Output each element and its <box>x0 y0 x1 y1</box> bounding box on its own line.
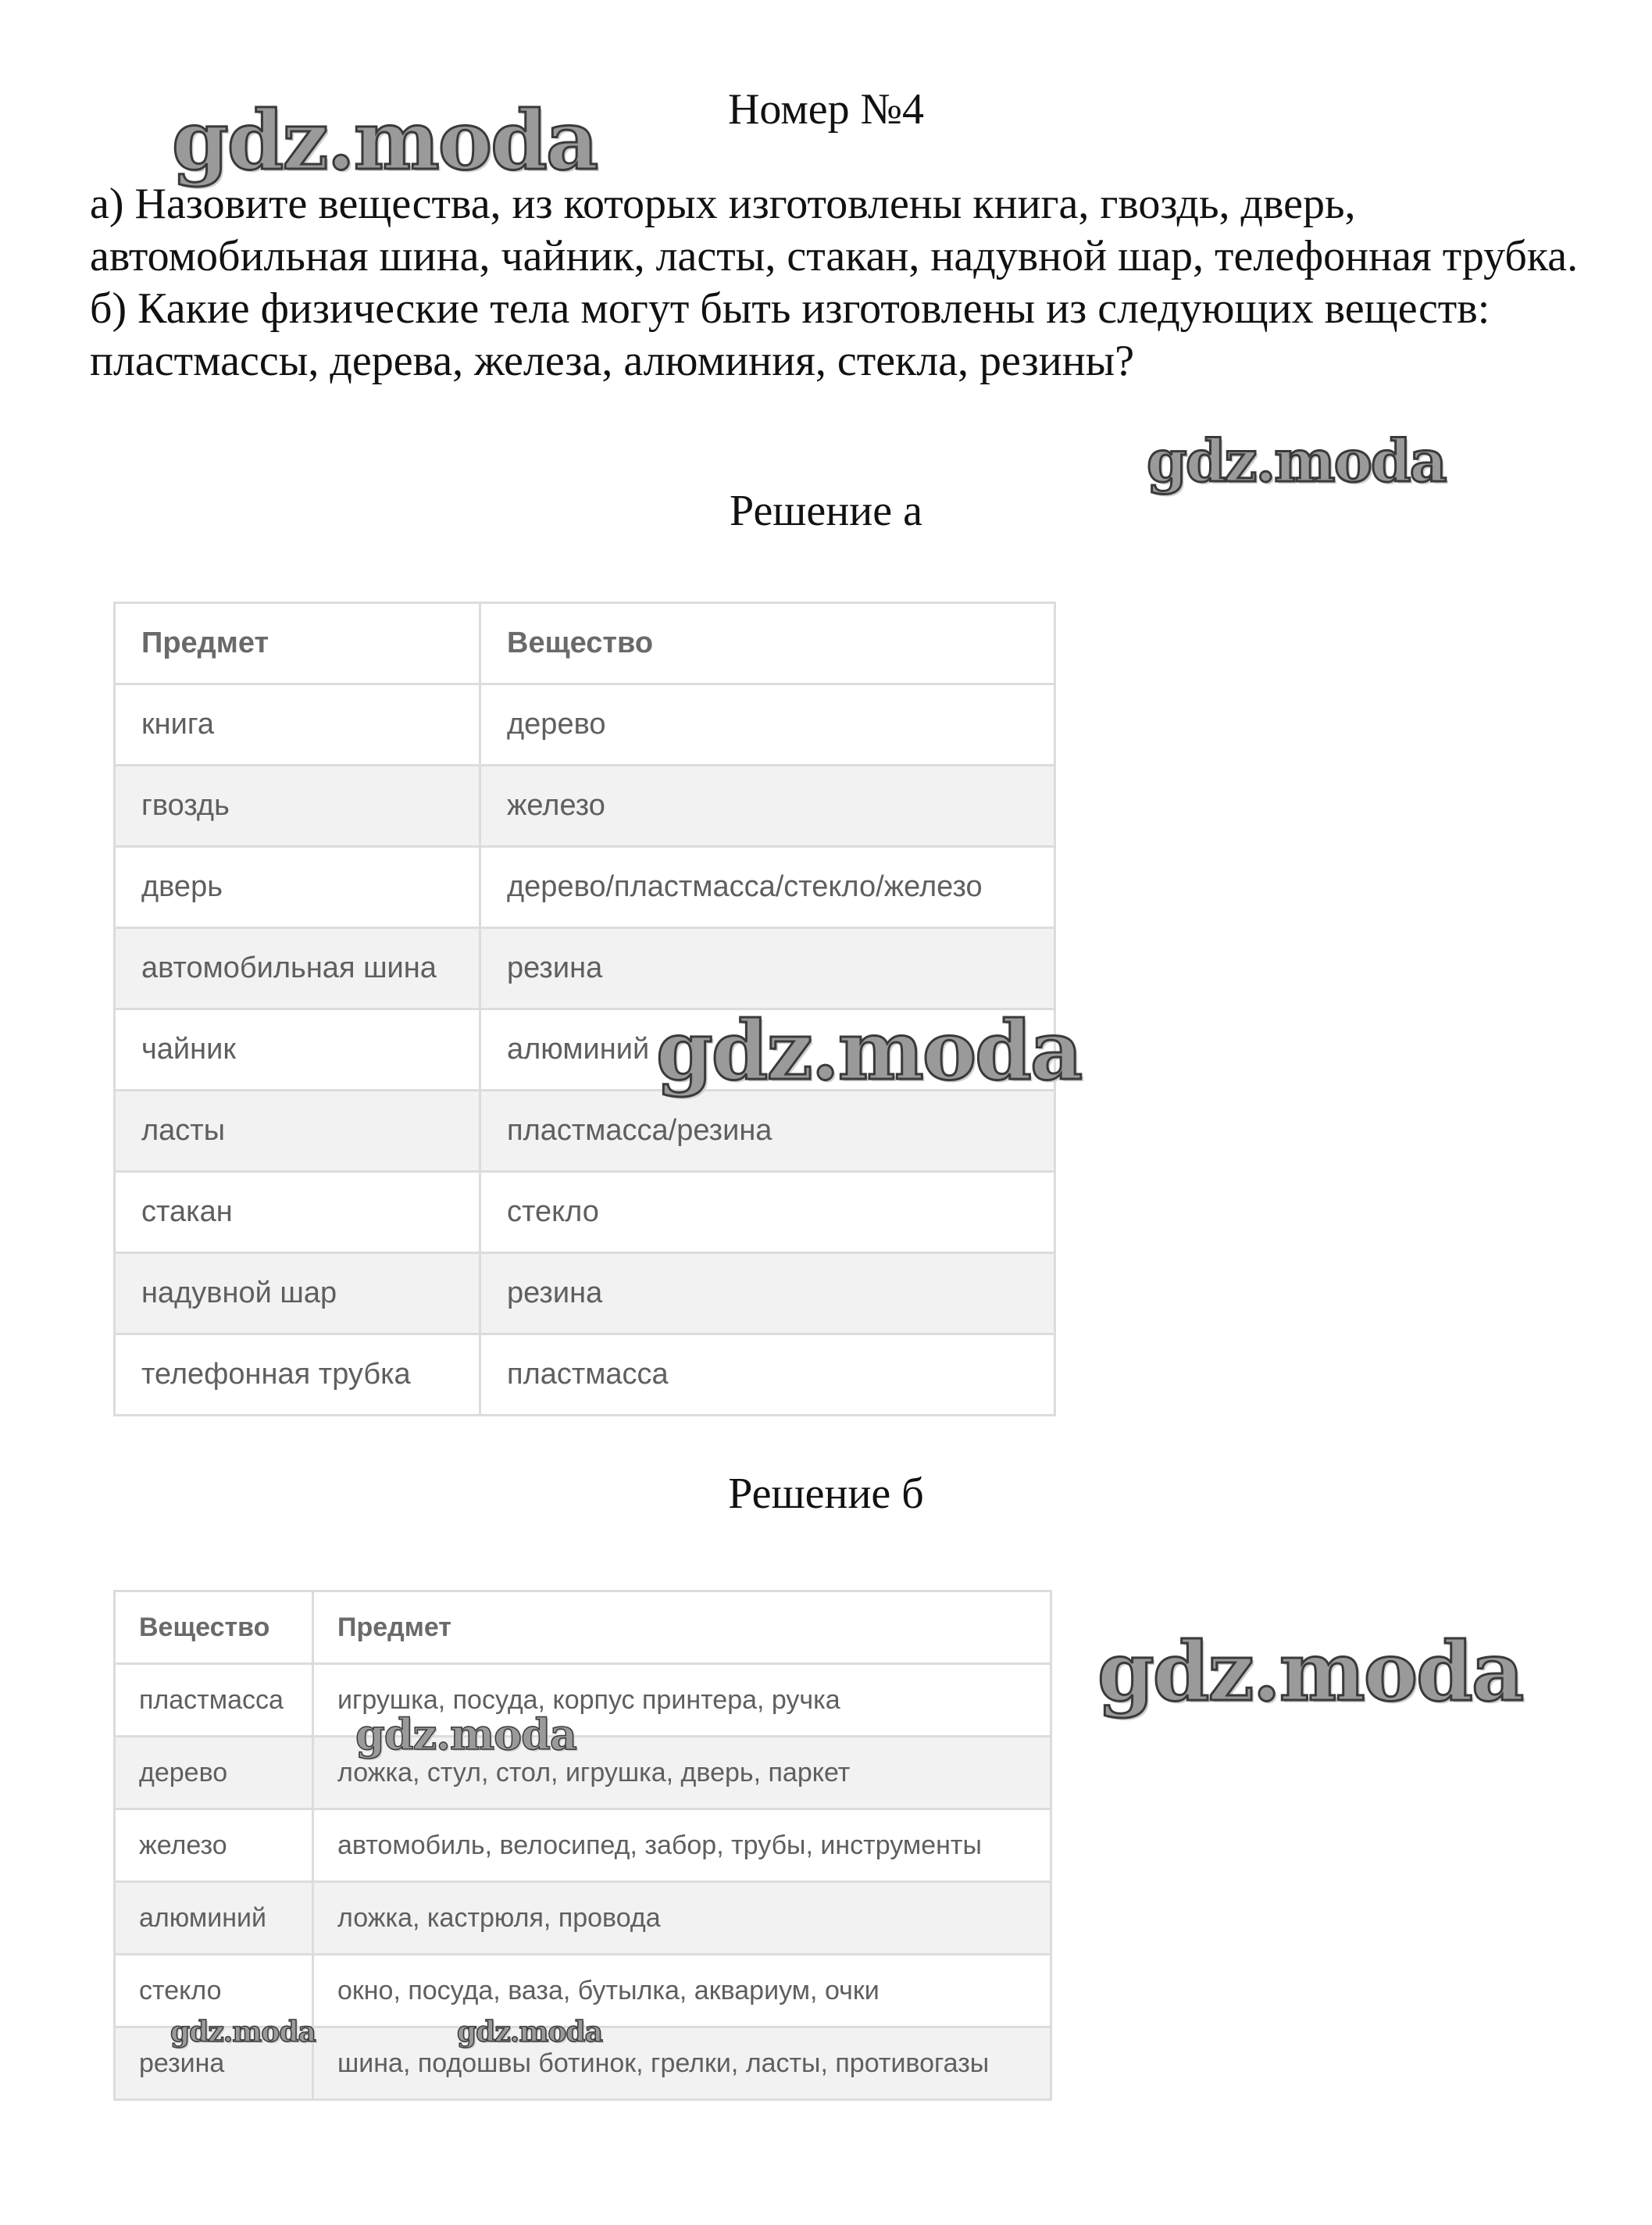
watermark-logo: gdz.moda <box>1147 428 1446 495</box>
watermark-logo: gdz.moda <box>457 2016 602 2048</box>
table-row <box>115 1253 1055 1334</box>
table-cell-second: алюминий <box>480 1009 1055 1091</box>
table-cell-first: Предмет <box>115 603 480 684</box>
table-row <box>115 1664 1051 1737</box>
table-header-row <box>115 603 1055 684</box>
table-cell-second: резина <box>480 928 1055 1009</box>
table-row <box>115 1172 1055 1253</box>
table-row <box>115 1091 1055 1172</box>
table-cell-second: резина <box>480 1253 1055 1334</box>
table-cell-first: книга <box>115 684 480 766</box>
watermark-logo: gdz.moda <box>172 92 598 188</box>
table-cell-first: чайник <box>115 1009 480 1091</box>
table-row <box>115 1737 1051 1809</box>
table-row <box>115 928 1055 1009</box>
table-cell-second: шина, подошвы ботинок, грелки, ласты, противогазы <box>313 2027 1051 2100</box>
task-part-b: б) Какие физические тела могут быть изготовлены из следующих веществ: пластмассы, дерева, железа, алюминия, стекла, резины? <box>90 284 1490 385</box>
table-header-row <box>115 1591 1051 1664</box>
table-cell-first: надувной шар <box>115 1253 480 1334</box>
table-row <box>115 1334 1055 1416</box>
table-cell-second: игрушка, посуда, корпус принтера, ручка <box>313 1664 1051 1737</box>
solution-a-heading: Решение а <box>730 487 922 535</box>
table-row <box>115 847 1055 928</box>
table-cell-first: гвоздь <box>115 766 480 847</box>
watermark-logo: gdz.moda <box>355 1709 576 1759</box>
table-cell-first: дверь <box>115 847 480 928</box>
table-cell-first: автомобильная шина <box>115 928 480 1009</box>
table-cell-second: дерево <box>480 684 1055 766</box>
table-cell-second: дерево/пластмасса/стекло/железо <box>480 847 1055 928</box>
table-cell-second: стекло <box>480 1172 1055 1253</box>
table-row <box>115 766 1055 847</box>
table-cell-first: Вещество <box>115 1591 313 1664</box>
table-cell-first: телефонная трубка <box>115 1334 480 1416</box>
table-cell-second: пластмасса/резина <box>480 1091 1055 1172</box>
solution-b-heading: Решение б <box>728 1470 924 1518</box>
table-cell-second: железо <box>480 766 1055 847</box>
page-title: Номер №4 <box>727 85 925 134</box>
table-row <box>115 1809 1051 1882</box>
table-cell-first: алюминий <box>115 1882 313 1955</box>
table-cell-second: Вещество <box>480 603 1055 684</box>
table-cell-first: стекло <box>115 1955 313 2027</box>
watermark-logo: gdz.moda <box>656 1002 1082 1098</box>
table-cell-second: ложка, кастрюля, провода <box>313 1882 1051 1955</box>
watermark-logo: gdz.moda <box>170 2016 316 2048</box>
table-cell-second: ложка, стул, стол, игрушка, дверь, паркет <box>313 1737 1051 1809</box>
table-cell-second: автомобиль, велосипед, забор, трубы, инструменты <box>313 1809 1051 1882</box>
table-cell-first: резина <box>115 2027 313 2100</box>
table-cell-second: окно, посуда, ваза, бутылка, аквариум, очки <box>313 1955 1051 2027</box>
task-text <box>90 178 1605 388</box>
table-row <box>115 684 1055 766</box>
table-cell-second: пластмасса <box>480 1334 1055 1416</box>
table-cell-first: дерево <box>115 1737 313 1809</box>
watermark-logo: gdz.moda <box>1097 1623 1523 1720</box>
task-part-a: а) Назовите вещества, из которых изготовлены книга, гвоздь, дверь, автомобильная шина, чайник, ласты, стакан, надувной шар, телефонная трубка. <box>90 180 1579 280</box>
table-cell-second: Предмет <box>313 1591 1051 1664</box>
table-cell-first: ласты <box>115 1091 480 1172</box>
table-cell-first: железо <box>115 1809 313 1882</box>
table-row <box>115 1882 1051 1955</box>
table-cell-first: стакан <box>115 1172 480 1253</box>
table-cell-first: пластмасса <box>115 1664 313 1737</box>
